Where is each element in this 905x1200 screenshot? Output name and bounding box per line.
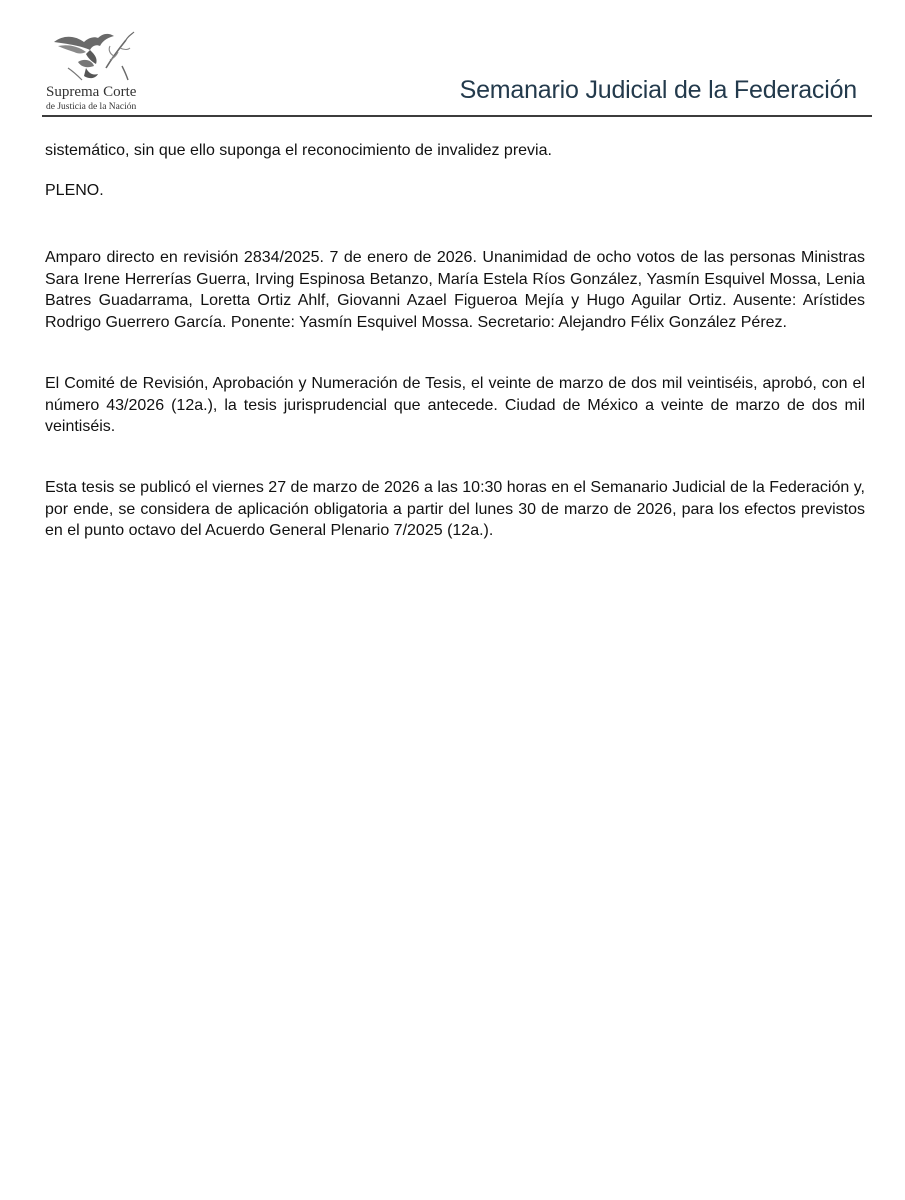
eagle-emblem-icon xyxy=(48,28,144,82)
publication-title: Semanario Judicial de la Federación xyxy=(459,76,857,104)
logo-subname: de Justicia de la Nación xyxy=(46,102,137,112)
pleno-label: PLENO. xyxy=(45,182,104,199)
comite-paragraph: El Comité de Revisión, Aprobación y Numeración de Tesis, el veinte de marzo de dos mil veintiséis, aprobó, con el número 43/2026 (12a.), la tesis jurisprudencial que antecede. Ciudad de México a veinte de marzo de dos mil veintiséis. xyxy=(45,375,865,435)
scjn-logo xyxy=(40,28,150,112)
amparo-paragraph: Amparo directo en revisión 2834/2025. 7 de enero de 2026. Unanimidad de ocho votos de las personas Ministras Sara Irene Herrerías Guerra, Irving Espinosa Betanzo, María Estela Ríos González, Yasmín Esquivel Mossa, Lenia Batres Guadarrama, Loretta Ortiz Ahlf, Giovanni Azael Figueroa Mejía y Hugo Aguilar Ortiz. Ausente: Arístides Rodrigo Guerrero García. Ponente: Yasmín Esquivel Mossa. Secretario: Alejandro Félix González Pérez. xyxy=(45,249,865,331)
publication-paragraph: Esta tesis se publicó el viernes 27 de marzo de 2026 a las 10:30 horas en el Semanario Judicial de la Federación y, por ende, se considera de aplicación obligatoria a partir del lunes 30 de marzo de 2026, para los efectos previstos en el punto octavo del Acuerdo General Plenario 7/2025 (12a.). xyxy=(45,479,865,539)
logo-name: Suprema Corte xyxy=(46,84,137,100)
intro-fragment: sistemático, sin que ello suponga el reconocimiento de invalidez previa. xyxy=(45,142,552,159)
header-divider xyxy=(42,115,872,117)
page-header xyxy=(0,0,905,120)
